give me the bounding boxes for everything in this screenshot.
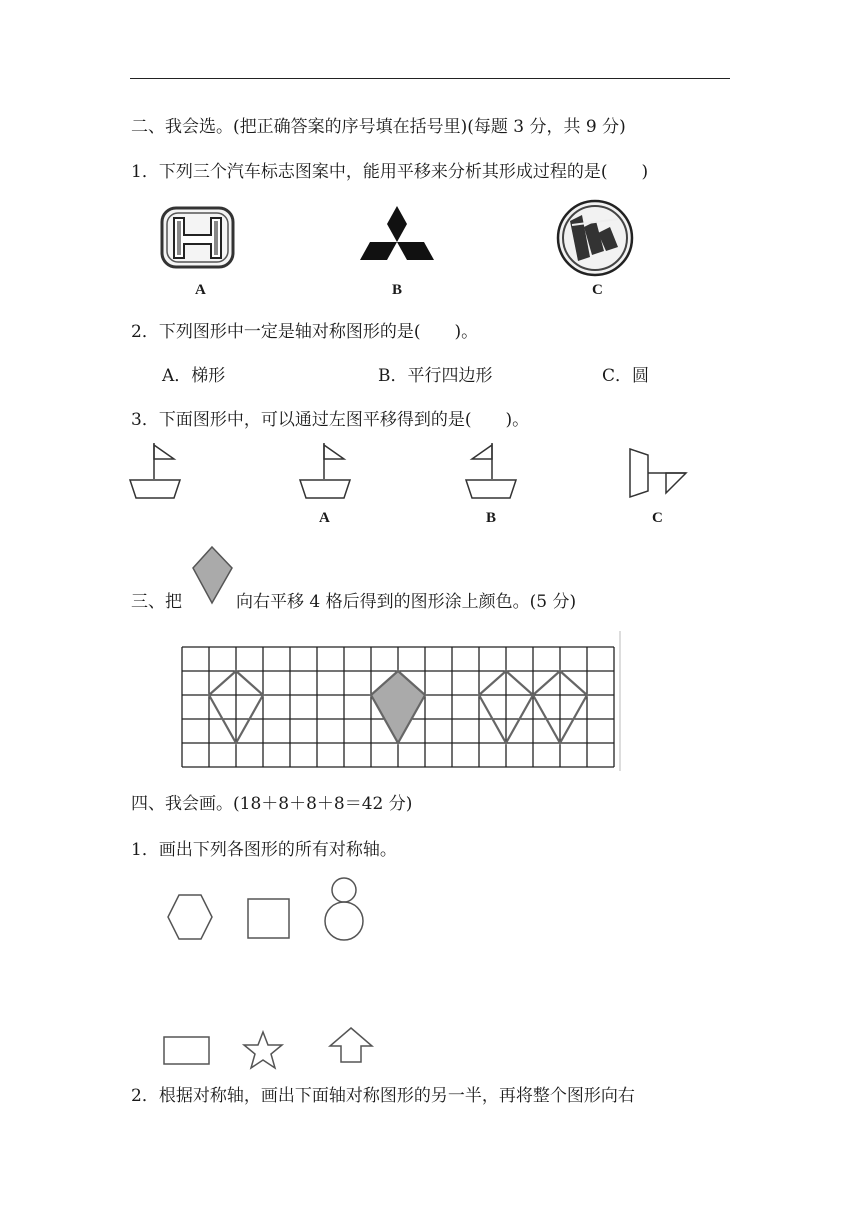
boat-option-b-icon xyxy=(464,443,519,499)
section-3-prefix: 三、把 xyxy=(131,592,182,612)
kite-shape-icon xyxy=(192,546,234,604)
square-icon[interactable] xyxy=(247,898,291,940)
option-trapezoid: A．梯形 xyxy=(162,366,226,386)
question-4-1: 1．画出下列各图形的所有对称轴。 xyxy=(131,840,397,860)
question-2-3: 3．下面图形中，可以通过左图平移得到的是( )。 xyxy=(131,410,530,430)
hexagon-icon[interactable] xyxy=(166,893,214,941)
mitsubishi-logo-icon xyxy=(360,206,434,269)
option-label-c: C xyxy=(652,510,663,526)
double-circle-icon[interactable] xyxy=(323,876,365,942)
buick-logo-icon xyxy=(556,199,634,277)
honda-logo-icon xyxy=(160,206,235,269)
section-2-heading: 二、我会选。(把正确答案的序号填在括号里)(每题 3 分，共 9 分) xyxy=(131,117,626,137)
question-2-2: 2．下列图形中一定是轴对称图形的是( )。 xyxy=(131,322,479,342)
option-label-a: A xyxy=(195,282,206,298)
boat-option-a-icon xyxy=(298,443,353,499)
rectangle-icon[interactable] xyxy=(163,1036,211,1066)
option-label-b: B xyxy=(486,510,497,526)
option-circle: C．圆 xyxy=(602,366,650,386)
boat-original-icon xyxy=(128,443,183,499)
question-4-2: 2．根据对称轴，画出下面轴对称图形的另一半，再将整个图形向右 xyxy=(131,1086,635,1106)
option-label-b: B xyxy=(392,282,403,298)
top-rule xyxy=(130,78,730,79)
star-icon[interactable] xyxy=(242,1030,284,1070)
option-label-a: A xyxy=(319,510,330,526)
translation-grid[interactable] xyxy=(180,645,625,770)
boat-option-c-icon xyxy=(628,447,690,497)
option-parallelogram: B．平行四边形 xyxy=(378,366,493,386)
arrow-up-icon[interactable] xyxy=(328,1026,374,1064)
section-4-heading: 四、我会画。(18＋8＋8＋8＝42 分) xyxy=(131,794,413,814)
section-3-instruction: 向右平移 4 格后得到的图形涂上颜色。(5 分) xyxy=(236,592,577,612)
question-2-1: 1．下列三个汽车标志图案中，能用平移来分析其形成过程的是( ) xyxy=(131,162,649,182)
kite-shape[interactable] xyxy=(371,671,425,743)
option-label-c: C xyxy=(592,282,603,298)
